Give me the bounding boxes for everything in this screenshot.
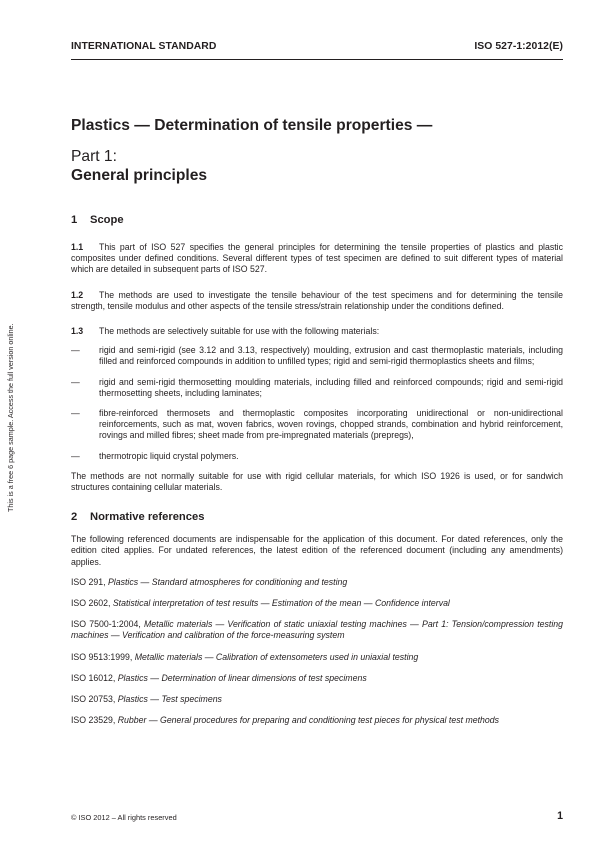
page-number: 1 <box>557 810 563 822</box>
reference-item <box>71 652 563 663</box>
clause-text: The methods are selectively suitable for use with the following materials: <box>99 326 380 337</box>
reference-item <box>71 715 563 726</box>
reference-title: Plastics — Test specimens <box>117 694 222 705</box>
reference-title: Metallic materials — Verification of static uniaxial testing machines — Part 1: Tension/compression testing machines — Verification and calibration of the force-measuring system <box>71 619 563 641</box>
list-item <box>71 377 563 399</box>
reference-code: ISO 291, <box>71 576 108 587</box>
clause-1-2 <box>71 290 563 312</box>
reference-code: ISO 2602, <box>71 598 113 609</box>
main-content <box>71 116 563 726</box>
clause-number: 1.3 <box>71 326 84 337</box>
scope-closing-paragraph: The methods are not normally suitable for use with rigid cellular materials, for which ISO 1926 is used, or for sandwich structures containing cellular materials. <box>71 470 563 493</box>
reference-title: Plastics — Determination of linear dimensions of test specimens <box>117 672 367 683</box>
header-standard-type: INTERNATIONAL STANDARD <box>71 41 217 52</box>
reference-code: ISO 23529, <box>71 715 118 726</box>
reference-title: Statistical interpretation of test results — Estimation of the mean — Confidence interval <box>112 598 450 609</box>
reference-item <box>71 619 563 641</box>
reference-item <box>71 673 563 684</box>
list-item <box>71 451 563 462</box>
list-dash: — <box>71 408 80 419</box>
reference-title: Plastics — Standard atmospheres for conditioning and testing <box>107 576 348 587</box>
section-heading-scope <box>71 213 563 227</box>
copyright-notice: © ISO 2012 – All rights reserved <box>71 813 177 822</box>
clause-1-1 <box>71 242 563 276</box>
clause-1-3 <box>71 326 563 337</box>
list-dash: — <box>71 345 80 356</box>
reference-title: Rubber — General procedures for preparing and conditioning test pieces for physical test methods <box>117 715 500 726</box>
list-item-text: rigid and semi-rigid (see 3.12 and 3.13, respectively) moulding, extrusion and cast thermoplastic materials, including filled and reinforced compounds in addition to unfilled types; rigid and semi-rigid thermoplastics sheets and films; <box>99 345 563 367</box>
reference-code: ISO 9513:1999, <box>71 651 135 662</box>
reference-item <box>71 694 563 705</box>
clause-number: 1.1 <box>71 242 84 252</box>
section-heading-normative-references <box>71 510 563 524</box>
side-note-text: This is a free 6 page sample. Access the full version online. <box>6 323 15 512</box>
list-item <box>71 345 563 367</box>
list-item-text: thermotropic liquid crystal polymers. <box>99 450 239 461</box>
clause-text: This part of ISO 527 specifies the general principles for determining the tensile properties of plastics and plastic composites under defined conditions. Several different types of test specimen are defined to suit different types of material which are detailed in subsequent parts of ISO 527. <box>71 242 563 275</box>
page-footer <box>71 810 563 822</box>
reference-code: ISO 7500-1:2004, <box>71 619 144 630</box>
reference-title: Metallic materials — Calibration of extensometers used in uniaxial testing <box>134 651 419 662</box>
normative-intro: The following referenced documents are indispensable for the application of this document. For dated references, only the edition cited applies. For undated references, the latest edition of the referenced document (including any amendments) applies. <box>71 534 563 567</box>
reference-code: ISO 16012, <box>71 672 118 683</box>
list-item-text: fibre-reinforced thermosets and thermoplastic composites incorporating unidirectional or non-unidirectional reinforcements, such as mat, woven fabrics, woven rovings, chopped strands, combination and hybrid reinforcement, rovings and milled fibres; sheet made from pre-impregnated materials (prepregs), <box>99 408 563 441</box>
reference-code: ISO 20753, <box>71 694 118 705</box>
document-title: Plastics — Determination of tensile properties — <box>71 117 433 134</box>
clause-number: 1.2 <box>71 289 84 300</box>
header-standard-number: ISO 527-1:2012(E) <box>474 41 563 52</box>
reference-item <box>71 577 563 588</box>
section-title: Scope <box>90 214 124 226</box>
clause-text: The methods are used to investigate the tensile behaviour of the test specimens and for determining the tensile strength, tensile modulus and other aspects of the tensile stress/strain relationship under the conditions defined. <box>71 289 563 311</box>
list-item <box>71 408 563 442</box>
reference-item <box>71 598 563 609</box>
section-number: 1 <box>71 214 78 226</box>
list-dash: — <box>71 376 80 387</box>
part-title: General principles <box>71 167 208 184</box>
section-number: 2 <box>71 511 78 524</box>
list-item-text: rigid and semi-rigid thermosetting moulding materials, including filled and reinforced compounds; rigid and semi-rigid thermosetting sheets, including laminates; <box>99 376 563 398</box>
part-line: Part 1: <box>71 148 117 165</box>
section-title: Normative references <box>90 511 205 524</box>
list-dash: — <box>71 450 80 461</box>
page-header <box>71 41 563 60</box>
